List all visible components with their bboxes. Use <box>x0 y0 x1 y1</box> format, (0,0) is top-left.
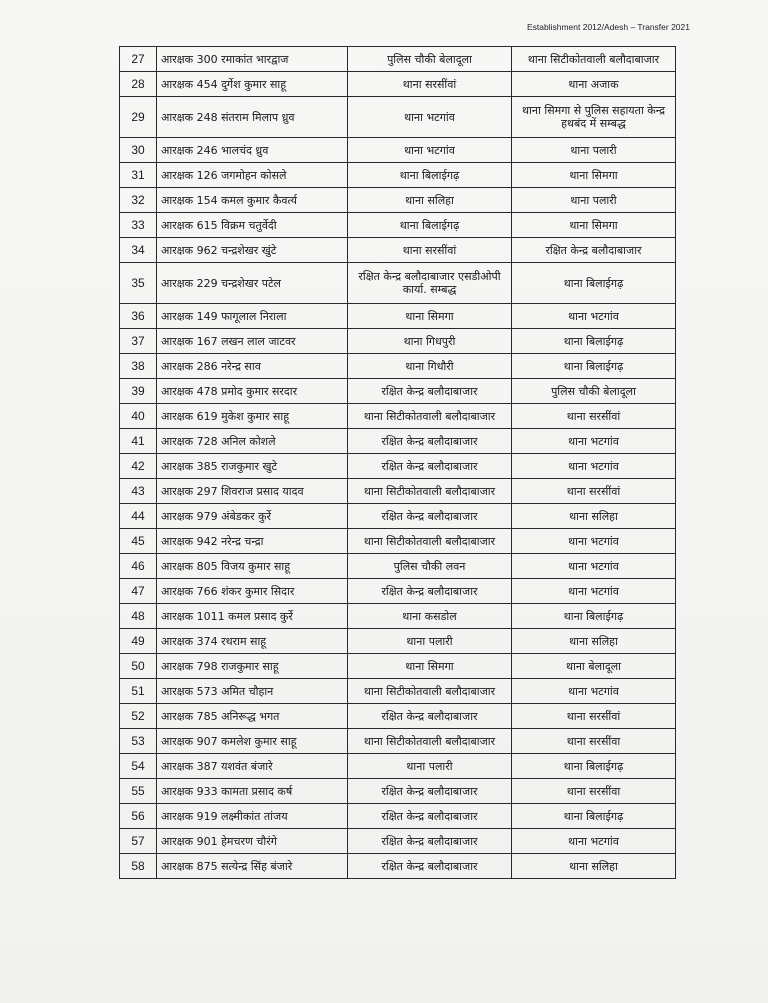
posting-to: थाना सिमगा से पुलिस सहायता केन्द्र हथबंद में सम्बद्ध <box>512 97 676 138</box>
employee-name: आरक्षक 933 कामता प्रसाद कर्ष <box>157 779 348 804</box>
posting-from: रक्षित केन्द्र बलौदाबाजार <box>348 829 512 854</box>
employee-name: आरक्षक 126 जगमोहन कोसले <box>157 163 348 188</box>
posting-to: थाना बिलाईगढ़ <box>512 263 676 304</box>
table-row <box>120 454 676 479</box>
table-row <box>120 72 676 97</box>
posting-to: थाना सरसींवां <box>512 479 676 504</box>
posting-from: थाना पलारी <box>348 754 512 779</box>
posting-to: थाना पलारी <box>512 138 676 163</box>
posting-from: रक्षित केन्द्र बलौदाबाजार <box>348 854 512 879</box>
posting-to: थाना सलिहा <box>512 629 676 654</box>
table-row <box>120 629 676 654</box>
posting-from: रक्षित केन्द्र बलौदाबाजार <box>348 704 512 729</box>
table-row <box>120 188 676 213</box>
posting-to: थाना भटगांव <box>512 829 676 854</box>
employee-name: आरक्षक 300 रमाकांत भारद्वाज <box>157 47 348 72</box>
row-number: 50 <box>120 654 157 679</box>
employee-name: आरक्षक 875 सत्येन्द्र सिंह बंजारे <box>157 854 348 879</box>
posting-from: थाना सिटीकोतवाली बलौदाबाजार <box>348 679 512 704</box>
table-row <box>120 163 676 188</box>
table-row <box>120 404 676 429</box>
posting-to: थाना भटगांव <box>512 579 676 604</box>
row-number: 38 <box>120 354 157 379</box>
posting-from: रक्षित केन्द्र बलौदाबाजार <box>348 804 512 829</box>
posting-from: रक्षित केन्द्र बलौदाबाजार एसडीओपी कार्या. सम्बद्ध <box>348 263 512 304</box>
row-number: 27 <box>120 47 157 72</box>
posting-from: थाना सिटीकोतवाली बलौदाबाजार <box>348 479 512 504</box>
row-number: 42 <box>120 454 157 479</box>
posting-from: थाना सिटीकोतवाली बलौदाबाजार <box>348 529 512 554</box>
table-row <box>120 304 676 329</box>
row-number: 49 <box>120 629 157 654</box>
transfer-table <box>119 46 676 879</box>
table-row <box>120 804 676 829</box>
posting-from: थाना गिधपुरी <box>348 329 512 354</box>
employee-name: आरक्षक 297 शिवराज प्रसाद यादव <box>157 479 348 504</box>
row-number: 58 <box>120 854 157 879</box>
table-row <box>120 263 676 304</box>
posting-from: रक्षित केन्द्र बलौदाबाजार <box>348 779 512 804</box>
posting-to: रक्षित केन्द्र बलौदाबाजार <box>512 238 676 263</box>
row-number: 55 <box>120 779 157 804</box>
table-row <box>120 138 676 163</box>
row-number: 34 <box>120 238 157 263</box>
posting-from: पुलिस चौकी लवन <box>348 554 512 579</box>
employee-name: आरक्षक 766 शंकर कुमार सिदार <box>157 579 348 604</box>
employee-name: आरक्षक 615 विक्रम चतुर्वेदी <box>157 213 348 238</box>
posting-to: थाना भटगांव <box>512 529 676 554</box>
row-number: 57 <box>120 829 157 854</box>
row-number: 56 <box>120 804 157 829</box>
posting-to: थाना सिटीकोतवाली बलौदाबाजार <box>512 47 676 72</box>
row-number: 36 <box>120 304 157 329</box>
row-number: 48 <box>120 604 157 629</box>
table-row <box>120 504 676 529</box>
posting-from: थाना सरसींवां <box>348 72 512 97</box>
employee-name: आरक्षक 785 अनिरूद्ध भगत <box>157 704 348 729</box>
employee-name: आरक्षक 805 विजय कुमार साहू <box>157 554 348 579</box>
posting-to: थाना बिलाईगढ़ <box>512 804 676 829</box>
table-row <box>120 329 676 354</box>
posting-to: थाना सलिहा <box>512 504 676 529</box>
transfer-table-body <box>120 47 676 879</box>
table-row <box>120 354 676 379</box>
employee-name: आरक्षक 229 चन्द्रशेखर पटेल <box>157 263 348 304</box>
table-row <box>120 554 676 579</box>
row-number: 32 <box>120 188 157 213</box>
table-row <box>120 47 676 72</box>
posting-from: रक्षित केन्द्र बलौदाबाजार <box>348 579 512 604</box>
employee-name: आरक्षक 248 संतराम मिलाप ध्रुव <box>157 97 348 138</box>
row-number: 41 <box>120 429 157 454</box>
page-header: Establishment 2012/Adesh – Transfer 2021 <box>526 22 690 32</box>
row-number: 47 <box>120 579 157 604</box>
table-row <box>120 854 676 879</box>
posting-from: थाना कसडोल <box>348 604 512 629</box>
posting-from: रक्षित केन्द्र बलौदाबाजार <box>348 454 512 479</box>
table-row <box>120 829 676 854</box>
table-row <box>120 754 676 779</box>
table-row <box>120 213 676 238</box>
employee-name: आरक्षक 942 नरेन्द्र चन्द्रा <box>157 529 348 554</box>
row-number: 44 <box>120 504 157 529</box>
row-number: 51 <box>120 679 157 704</box>
employee-name: आरक्षक 385 राजकुमार खुटे <box>157 454 348 479</box>
posting-from: रक्षित केन्द्र बलौदाबाजार <box>348 429 512 454</box>
table-row <box>120 479 676 504</box>
employee-name: आरक्षक 1011 कमल प्रसाद कुर्रे <box>157 604 348 629</box>
posting-from: रक्षित केन्द्र बलौदाबाजार <box>348 379 512 404</box>
employee-name: आरक्षक 286 नरेन्द्र साव <box>157 354 348 379</box>
table-row <box>120 779 676 804</box>
employee-name: आरक्षक 962 चन्द्रशेखर खुंटे <box>157 238 348 263</box>
row-number: 33 <box>120 213 157 238</box>
row-number: 30 <box>120 138 157 163</box>
table-row <box>120 238 676 263</box>
employee-name: आरक्षक 728 अनिल कोशले <box>157 429 348 454</box>
row-number: 39 <box>120 379 157 404</box>
table-row <box>120 654 676 679</box>
employee-name: आरक्षक 154 कमल कुमार कैवर्त्य <box>157 188 348 213</box>
posting-to: थाना सरसींवां <box>512 404 676 429</box>
table-row <box>120 97 676 138</box>
row-number: 28 <box>120 72 157 97</box>
row-number: 29 <box>120 97 157 138</box>
table-row <box>120 679 676 704</box>
employee-name: आरक्षक 901 हेमचरण चौरंगे <box>157 829 348 854</box>
posting-from: थाना सिमगा <box>348 304 512 329</box>
row-number: 31 <box>120 163 157 188</box>
posting-to: थाना सिमगा <box>512 163 676 188</box>
row-number: 46 <box>120 554 157 579</box>
posting-to: थाना बिलाईगढ़ <box>512 754 676 779</box>
posting-from: थाना बिलाईगढ़ <box>348 163 512 188</box>
posting-to: थाना सरसींवा <box>512 729 676 754</box>
posting-to: थाना सरसींवां <box>512 704 676 729</box>
posting-to: थाना सलिहा <box>512 854 676 879</box>
row-number: 53 <box>120 729 157 754</box>
row-number: 40 <box>120 404 157 429</box>
posting-to: थाना बिलाईगढ़ <box>512 329 676 354</box>
posting-from: थाना गिधौरी <box>348 354 512 379</box>
employee-name: आरक्षक 454 दुर्गेश कुमार साहू <box>157 72 348 97</box>
table-row <box>120 379 676 404</box>
employee-name: आरक्षक 149 फागूलाल निराला <box>157 304 348 329</box>
posting-to: थाना बिलाईगढ़ <box>512 354 676 379</box>
employee-name: आरक्षक 387 यशवंत बंजारे <box>157 754 348 779</box>
posting-from: थाना बिलाईगढ़ <box>348 213 512 238</box>
posting-from: थाना सिमगा <box>348 654 512 679</box>
row-number: 35 <box>120 263 157 304</box>
employee-name: आरक्षक 907 कमलेश कुमार साहू <box>157 729 348 754</box>
row-number: 52 <box>120 704 157 729</box>
posting-from: थाना सरसींवां <box>348 238 512 263</box>
posting-from: थाना सिटीकोतवाली बलौदाबाजार <box>348 729 512 754</box>
posting-to: पुलिस चौकी बेलादूला <box>512 379 676 404</box>
posting-to: थाना अजाक <box>512 72 676 97</box>
employee-name: आरक्षक 979 अंबेडकर कुर्रे <box>157 504 348 529</box>
employee-name: आरक्षक 246 भालचंद ध्रुव <box>157 138 348 163</box>
row-number: 54 <box>120 754 157 779</box>
row-number: 43 <box>120 479 157 504</box>
employee-name: आरक्षक 478 प्रमोद कुमार सरदार <box>157 379 348 404</box>
posting-from: थाना भटगांव <box>348 97 512 138</box>
row-number: 45 <box>120 529 157 554</box>
employee-name: आरक्षक 573 अमित चौहान <box>157 679 348 704</box>
table-row <box>120 704 676 729</box>
posting-to: थाना सिमगा <box>512 213 676 238</box>
employee-name: आरक्षक 619 मुकेश कुमार साहू <box>157 404 348 429</box>
row-number: 37 <box>120 329 157 354</box>
table-row <box>120 604 676 629</box>
posting-to: थाना भटगांव <box>512 429 676 454</box>
posting-to: थाना बिलाईगढ़ <box>512 604 676 629</box>
posting-from: थाना भटगांव <box>348 138 512 163</box>
posting-from: थाना सिटीकोतवाली बलौदाबाजार <box>348 404 512 429</box>
posting-from: थाना सलिहा <box>348 188 512 213</box>
posting-to: थाना भटगांव <box>512 454 676 479</box>
table-row <box>120 579 676 604</box>
posting-from: थाना पलारी <box>348 629 512 654</box>
employee-name: आरक्षक 919 लक्ष्मीकांत तांजय <box>157 804 348 829</box>
table-row <box>120 729 676 754</box>
posting-to: थाना बेलादूला <box>512 654 676 679</box>
posting-to: थाना भटगांव <box>512 554 676 579</box>
table-row <box>120 529 676 554</box>
posting-from: पुलिस चौकी बेलादूला <box>348 47 512 72</box>
posting-to: थाना सरसींवा <box>512 779 676 804</box>
posting-to: थाना भटगांव <box>512 304 676 329</box>
posting-to: थाना पलारी <box>512 188 676 213</box>
table-row <box>120 429 676 454</box>
employee-name: आरक्षक 798 राजकुमार साहू <box>157 654 348 679</box>
employee-name: आरक्षक 374 रथराम साहू <box>157 629 348 654</box>
employee-name: आरक्षक 167 लखन लाल जाटवर <box>157 329 348 354</box>
posting-to: थाना भटगांव <box>512 679 676 704</box>
posting-from: रक्षित केन्द्र बलौदाबाजार <box>348 504 512 529</box>
